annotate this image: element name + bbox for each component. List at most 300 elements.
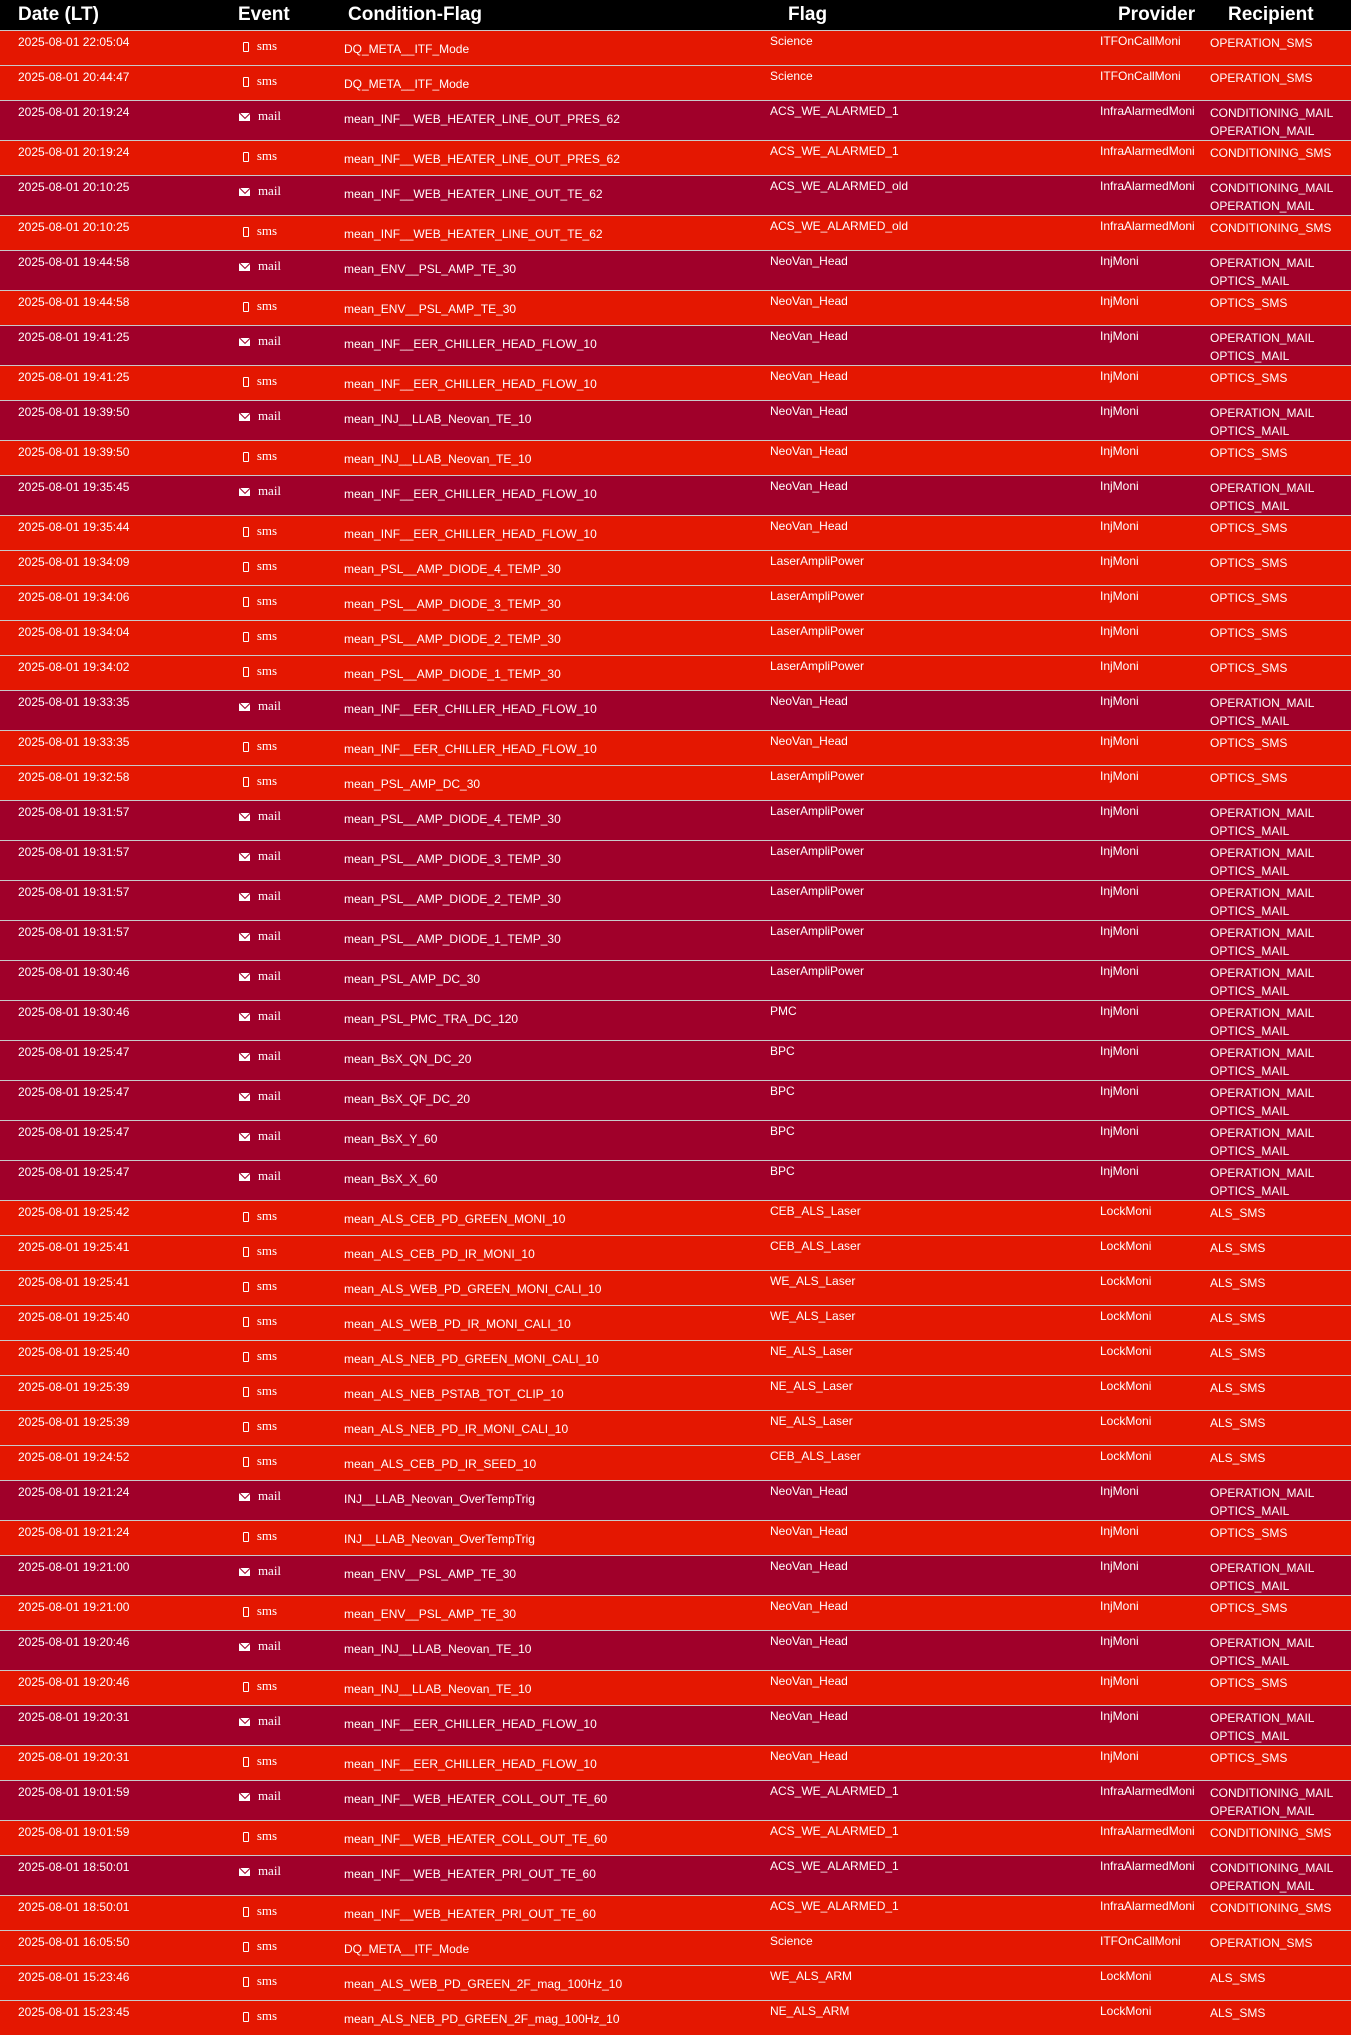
date-cell: 2025-08-01 16:05:50 <box>18 1934 130 1949</box>
recipient-entry: OPTICS_MAIL <box>1210 348 1290 363</box>
table-row[interactable] <box>0 1930 1351 1965</box>
column-header-condition-flag[interactable]: Condition-Flag <box>348 3 483 25</box>
event-label: mail <box>257 847 282 863</box>
envelope-icon <box>239 413 250 421</box>
recipient-cell <box>1210 880 1351 920</box>
date-cell: 2025-08-01 19:31:57 <box>18 804 130 819</box>
provider-cell: InjMoni <box>1100 1633 1139 1648</box>
event-cell <box>220 515 330 550</box>
event-badge <box>220 1638 300 1654</box>
recipient-entry: CONDITIONING_MAIL <box>1210 1860 1334 1875</box>
event-label: sms <box>256 1207 278 1223</box>
date-cell: 2025-08-01 19:25:47 <box>18 1164 130 1179</box>
table-row[interactable] <box>0 1305 1351 1340</box>
recipient-cell <box>1210 325 1351 365</box>
event-badge <box>220 663 300 679</box>
date-cell: 2025-08-01 19:41:25 <box>18 369 130 384</box>
recipient-cell <box>1210 1200 1351 1235</box>
provider-cell: InjMoni <box>1100 553 1139 568</box>
event-cell <box>220 1780 330 1820</box>
table-row[interactable] <box>0 1080 1351 1120</box>
event-badge <box>220 1903 300 1919</box>
provider-cell: InjMoni <box>1100 1083 1139 1098</box>
date-cell: 2025-08-01 19:34:04 <box>18 624 130 639</box>
date-cell: 2025-08-01 20:19:24 <box>18 144 130 159</box>
phone-icon <box>243 227 249 237</box>
envelope-icon <box>239 933 250 941</box>
event-cell <box>220 1200 330 1235</box>
recipient-cell <box>1210 1270 1351 1305</box>
recipient-cell <box>1210 550 1351 585</box>
provider-cell: InjMoni <box>1100 1043 1139 1058</box>
event-badge <box>220 408 300 424</box>
condition-flag-cell: mean_INF__WEB_HEATER_COLL_OUT_TE_60 <box>344 1831 608 1846</box>
column-header-flag[interactable]: Flag <box>788 3 828 25</box>
event-badge <box>220 1088 300 1104</box>
table-row[interactable] <box>0 100 1351 140</box>
date-cell: 2025-08-01 19:31:57 <box>18 924 130 939</box>
recipient-entry: OPTICS_MAIL <box>1210 423 1290 438</box>
condition-flag-cell: mean_ALS_CEB_PD_IR_SEED_10 <box>344 1456 537 1471</box>
event-label: mail <box>257 1487 282 1503</box>
condition-flag-cell: mean_INF__WEB_HEATER_LINE_OUT_PRES_62 <box>344 151 620 166</box>
event-badge <box>220 148 300 164</box>
event-cell <box>220 365 330 400</box>
event-label: mail <box>257 807 282 823</box>
event-label: mail <box>257 967 282 983</box>
recipient-entry: OPTICS_MAIL <box>1210 713 1290 728</box>
table-row[interactable] <box>0 550 1351 585</box>
table-row[interactable] <box>0 1270 1351 1305</box>
envelope-icon <box>239 1793 250 1801</box>
flag-cell: LaserAmpliPower <box>770 843 865 858</box>
provider-cell: InjMoni <box>1100 1123 1139 1138</box>
flag-cell: BPC <box>770 1163 795 1178</box>
event-cell <box>220 325 330 365</box>
provider-cell: InfraAlarmedMoni <box>1100 143 1195 158</box>
date-cell: 2025-08-01 18:50:01 <box>18 1899 130 1914</box>
phone-icon <box>243 632 249 642</box>
recipient-entry: OPTICS_SMS <box>1210 445 1288 460</box>
table-row[interactable] <box>0 840 1351 880</box>
event-label: sms <box>256 2007 278 2023</box>
event-badge <box>220 2008 300 2024</box>
event-cell <box>220 1235 330 1270</box>
flag-cell: LaserAmpliPower <box>770 553 865 568</box>
recipient-entry: CONDITIONING_SMS <box>1210 145 1332 160</box>
recipient-cell <box>1210 140 1351 175</box>
provider-cell: InfraAlarmedMoni <box>1100 218 1195 233</box>
column-header-date[interactable]: Date (LT) <box>18 3 99 25</box>
event-label: sms <box>256 1677 278 1693</box>
event-badge <box>220 483 300 499</box>
envelope-icon <box>239 113 250 121</box>
flag-cell: NeoVan_Head <box>770 1748 848 1763</box>
provider-cell: InjMoni <box>1100 803 1139 818</box>
condition-flag-cell: mean_PSL__AMP_DIODE_3_TEMP_30 <box>344 851 561 866</box>
condition-flag-cell: mean_ALS_CEB_PD_IR_MONI_10 <box>344 1246 535 1261</box>
table-row[interactable] <box>0 400 1351 440</box>
table-row[interactable] <box>0 1705 1351 1745</box>
date-cell: 2025-08-01 19:25:47 <box>18 1084 130 1099</box>
table-row[interactable] <box>0 1160 1351 1200</box>
recipient-cell <box>1210 765 1351 800</box>
recipient-cell <box>1210 2000 1351 2035</box>
date-cell: 2025-08-01 19:25:47 <box>18 1124 130 1139</box>
table-row[interactable] <box>0 765 1351 800</box>
recipient-entry: OPERATION_MAIL <box>1210 1045 1315 1060</box>
provider-cell: InjMoni <box>1100 1483 1139 1498</box>
provider-cell: InfraAlarmedMoni <box>1100 1823 1195 1838</box>
event-cell <box>220 1705 330 1745</box>
provider-cell: InjMoni <box>1100 1748 1139 1763</box>
provider-cell: InfraAlarmedMoni <box>1100 1898 1195 1913</box>
event-cell <box>220 2000 330 2035</box>
event-badge <box>220 108 300 124</box>
recipient-cell <box>1210 250 1351 290</box>
table-row[interactable] <box>0 1200 1351 1235</box>
table-row[interactable] <box>0 140 1351 175</box>
event-badge <box>220 1713 300 1729</box>
table-row[interactable] <box>0 690 1351 730</box>
recipient-cell <box>1210 655 1351 690</box>
flag-cell: LaserAmpliPower <box>770 588 865 603</box>
event-badge <box>220 1603 300 1619</box>
recipient-entry: CONDITIONING_SMS <box>1210 1900 1332 1915</box>
recipient-cell <box>1210 1930 1351 1965</box>
table-row[interactable] <box>0 2000 1351 2035</box>
condition-flag-cell: mean_INF__EER_CHILLER_HEAD_FLOW_10 <box>344 1756 597 1771</box>
provider-cell: InjMoni <box>1100 588 1139 603</box>
date-cell: 2025-08-01 19:33:35 <box>18 734 130 749</box>
provider-cell: InfraAlarmedMoni <box>1100 1783 1195 1798</box>
event-cell <box>220 1520 330 1555</box>
recipient-cell <box>1210 30 1351 65</box>
table-row[interactable] <box>0 325 1351 365</box>
table-row[interactable] <box>0 1000 1351 1040</box>
event-cell <box>220 840 330 880</box>
envelope-icon <box>239 1718 250 1726</box>
date-cell: 2025-08-01 19:20:31 <box>18 1709 130 1724</box>
event-label: sms <box>256 147 278 163</box>
recipient-cell <box>1210 440 1351 475</box>
condition-flag-cell: DQ_META__ITF_Mode <box>344 41 470 56</box>
date-cell: 2025-08-01 19:30:46 <box>18 964 130 979</box>
recipient-cell <box>1210 960 1351 1000</box>
event-badge <box>220 773 300 789</box>
event-badge <box>220 1678 300 1694</box>
provider-cell: InjMoni <box>1100 1598 1139 1613</box>
provider-cell: InjMoni <box>1100 1523 1139 1538</box>
recipient-entry: OPTICS_MAIL <box>1210 1183 1290 1198</box>
event-cell <box>220 1375 330 1410</box>
provider-cell: InjMoni <box>1100 623 1139 638</box>
table-row[interactable] <box>0 1745 1351 1780</box>
event-label: mail <box>257 107 282 123</box>
table-row[interactable] <box>0 475 1351 515</box>
recipient-entry: OPTICS_MAIL <box>1210 1578 1290 1593</box>
date-cell: 2025-08-01 18:50:01 <box>18 1859 130 1874</box>
envelope-icon <box>239 1093 250 1101</box>
table-row[interactable] <box>0 730 1351 765</box>
recipient-entry: ALS_SMS <box>1210 1240 1266 1255</box>
table-row[interactable] <box>0 1445 1351 1480</box>
phone-icon <box>243 1282 249 1292</box>
recipient-entry: OPTICS_SMS <box>1210 295 1288 310</box>
condition-flag-cell: mean_INJ__LLAB_Neovan_TE_10 <box>344 451 532 466</box>
flag-cell: NeoVan_Head <box>770 403 848 418</box>
column-header-provider[interactable]: Provider <box>1118 3 1196 25</box>
envelope-icon <box>239 263 250 271</box>
condition-flag-cell: mean_PSL__AMP_DIODE_3_TEMP_30 <box>344 596 561 611</box>
event-badge <box>220 1048 300 1064</box>
table-row[interactable] <box>0 1375 1351 1410</box>
event-badge <box>220 593 300 609</box>
table-row[interactable] <box>0 365 1351 400</box>
event-badge <box>220 698 300 714</box>
event-cell <box>220 475 330 515</box>
recipient-entry: OPERATION_MAIL <box>1210 805 1315 820</box>
table-row[interactable] <box>0 880 1351 920</box>
date-cell: 2025-08-01 19:39:50 <box>18 404 130 419</box>
event-label: mail <box>257 332 282 348</box>
provider-cell: InjMoni <box>1100 1003 1139 1018</box>
table-row[interactable] <box>0 250 1351 290</box>
table-row[interactable] <box>0 175 1351 215</box>
table-row[interactable] <box>0 1595 1351 1630</box>
table-row[interactable] <box>0 215 1351 250</box>
event-badge <box>220 1488 300 1504</box>
recipient-entry: OPERATION_SMS <box>1210 1935 1313 1950</box>
phone-icon <box>243 1977 249 1987</box>
date-cell: 2025-08-01 19:20:46 <box>18 1674 130 1689</box>
event-label: mail <box>257 1562 282 1578</box>
event-label: mail <box>257 927 282 943</box>
table-row[interactable] <box>0 1895 1351 1930</box>
condition-flag-cell: DQ_META__ITF_Mode <box>344 76 470 91</box>
event-cell <box>220 1120 330 1160</box>
table-row[interactable] <box>0 800 1351 840</box>
event-cell <box>220 765 330 800</box>
table-row[interactable] <box>0 65 1351 100</box>
flag-cell: LaserAmpliPower <box>770 883 865 898</box>
flag-cell: ACS_WE_ALARMED_1 <box>770 143 899 158</box>
condition-flag-cell: mean_ALS_NEB_PD_GREEN_2F_mag_100Hz_10 <box>344 2011 620 2026</box>
recipient-entry: CONDITIONING_MAIL <box>1210 1785 1334 1800</box>
condition-flag-cell: mean_PSL_AMP_DC_30 <box>344 776 481 791</box>
date-cell: 2025-08-01 19:44:58 <box>18 294 130 309</box>
table-header <box>0 0 1351 30</box>
event-cell <box>220 1340 330 1375</box>
table-row[interactable] <box>0 30 1351 65</box>
event-label: mail <box>257 1637 282 1653</box>
event-cell <box>220 1080 330 1120</box>
date-cell: 2025-08-01 19:33:35 <box>18 694 130 709</box>
condition-flag-cell: mean_BsX_QN_DC_20 <box>344 1051 472 1066</box>
date-cell: 2025-08-01 20:10:25 <box>18 179 130 194</box>
condition-flag-cell: mean_INF__WEB_HEATER_PRI_OUT_TE_60 <box>344 1866 596 1881</box>
condition-flag-cell: mean_BsX_Y_60 <box>344 1131 438 1146</box>
column-header-recipient[interactable]: Recipient <box>1228 3 1314 25</box>
table-row[interactable] <box>0 920 1351 960</box>
event-label: sms <box>256 1972 278 1988</box>
event-cell <box>220 655 330 690</box>
envelope-icon <box>239 893 250 901</box>
table-row[interactable] <box>0 1235 1351 1270</box>
table-row[interactable] <box>0 1480 1351 1520</box>
event-label: mail <box>257 1047 282 1063</box>
recipient-entry: OPERATION_MAIL <box>1210 885 1315 900</box>
condition-flag-cell: mean_INF__WEB_HEATER_LINE_OUT_PRES_62 <box>344 111 620 126</box>
phone-icon <box>243 1757 249 1767</box>
date-cell: 2025-08-01 19:01:59 <box>18 1824 130 1839</box>
table-row[interactable] <box>0 1555 1351 1595</box>
table-row[interactable] <box>0 585 1351 620</box>
table-row[interactable] <box>0 440 1351 475</box>
table-row[interactable] <box>0 1520 1351 1555</box>
date-cell: 2025-08-01 19:25:41 <box>18 1274 130 1289</box>
flag-cell: ACS_WE_ALARMED_1 <box>770 1823 899 1838</box>
flag-cell: NeoVan_Head <box>770 733 848 748</box>
event-label: sms <box>256 1452 278 1468</box>
event-badge <box>220 333 300 349</box>
recipient-cell <box>1210 1445 1351 1480</box>
event-label: sms <box>256 1602 278 1618</box>
event-label: sms <box>256 1312 278 1328</box>
envelope-icon <box>239 1568 250 1576</box>
recipient-entry: OPTICS_MAIL <box>1210 983 1290 998</box>
event-badge <box>220 523 300 539</box>
phone-icon <box>243 77 249 87</box>
column-header-event[interactable]: Event <box>238 3 290 25</box>
recipient-entry: OPERATION_MAIL <box>1210 925 1315 940</box>
recipient-entry: OPTICS_SMS <box>1210 1750 1288 1765</box>
flag-cell: NeoVan_Head <box>770 1673 848 1688</box>
date-cell: 2025-08-01 19:25:42 <box>18 1204 130 1219</box>
recipient-cell <box>1210 1855 1351 1895</box>
flag-cell: LaserAmpliPower <box>770 963 865 978</box>
event-label: sms <box>256 447 278 463</box>
table-row[interactable] <box>0 1630 1351 1670</box>
event-label: sms <box>256 737 278 753</box>
envelope-icon <box>239 338 250 346</box>
event-cell <box>220 215 330 250</box>
condition-flag-cell: mean_BsX_X_60 <box>344 1171 438 1186</box>
event-cell <box>220 960 330 1000</box>
envelope-icon <box>239 1053 250 1061</box>
flag-cell: LaserAmpliPower <box>770 923 865 938</box>
flag-cell: NeoVan_Head <box>770 443 848 458</box>
event-badge <box>220 1753 300 1769</box>
recipient-cell <box>1210 840 1351 880</box>
recipient-entry: CONDITIONING_MAIL <box>1210 105 1334 120</box>
event-cell <box>220 1000 330 1040</box>
table-row[interactable] <box>0 1040 1351 1080</box>
condition-flag-cell: mean_PSL__AMP_DIODE_2_TEMP_30 <box>344 631 561 646</box>
condition-flag-cell: mean_INJ__LLAB_Neovan_TE_10 <box>344 411 532 426</box>
event-label: mail <box>257 1787 282 1803</box>
condition-flag-cell: mean_INF__WEB_HEATER_LINE_OUT_TE_62 <box>344 226 603 241</box>
table-row[interactable] <box>0 1965 1351 2000</box>
flag-cell: NeoVan_Head <box>770 518 848 533</box>
phone-icon <box>243 1532 249 1542</box>
flag-cell: NeoVan_Head <box>770 1523 848 1538</box>
recipient-entry: OPERATION_MAIL <box>1210 845 1315 860</box>
recipient-cell <box>1210 1305 1351 1340</box>
table-row[interactable] <box>0 1855 1351 1895</box>
date-cell: 2025-08-01 19:31:57 <box>18 844 130 859</box>
condition-flag-cell: mean_INF__WEB_HEATER_LINE_OUT_TE_62 <box>344 186 603 201</box>
event-cell <box>220 250 330 290</box>
event-badge <box>220 558 300 574</box>
table-row[interactable] <box>0 1820 1351 1855</box>
table-row[interactable] <box>0 1670 1351 1705</box>
recipient-entry: OPERATION_MAIL <box>1210 1710 1315 1725</box>
recipient-entry: OPERATION_SMS <box>1210 70 1313 85</box>
flag-cell: CEB_ALS_Laser <box>770 1203 861 1218</box>
date-cell: 2025-08-01 20:44:47 <box>18 69 130 84</box>
table-row[interactable] <box>0 1120 1351 1160</box>
flag-cell: CEB_ALS_Laser <box>770 1448 861 1463</box>
event-badge <box>220 223 300 239</box>
recipient-entry: CONDITIONING_MAIL <box>1210 180 1334 195</box>
recipient-cell <box>1210 1780 1351 1820</box>
table-row[interactable] <box>0 1340 1351 1375</box>
phone-icon <box>243 1682 249 1692</box>
recipient-entry: OPTICS_MAIL <box>1210 498 1290 513</box>
envelope-icon <box>239 703 250 711</box>
phone-icon <box>243 1317 249 1327</box>
phone-icon <box>243 1942 249 1952</box>
flag-cell: NE_ALS_Laser <box>770 1343 853 1358</box>
table-row[interactable] <box>0 515 1351 550</box>
condition-flag-cell: mean_PSL__AMP_DIODE_4_TEMP_30 <box>344 811 561 826</box>
table-row[interactable] <box>0 620 1351 655</box>
recipient-cell <box>1210 1480 1351 1520</box>
event-cell <box>220 1820 330 1855</box>
phone-icon <box>243 1422 249 1432</box>
date-cell: 2025-08-01 19:25:39 <box>18 1379 130 1394</box>
recipient-entry: ALS_SMS <box>1210 1970 1266 1985</box>
recipient-entry: OPERATION_MAIL <box>1210 1005 1315 1020</box>
table-row[interactable] <box>0 655 1351 690</box>
table-row[interactable] <box>0 1780 1351 1820</box>
provider-cell: InfraAlarmedMoni <box>1100 1858 1195 1873</box>
table-row[interactable] <box>0 290 1351 325</box>
table-row[interactable] <box>0 1410 1351 1445</box>
recipient-entry: OPERATION_MAIL <box>1210 480 1315 495</box>
date-cell: 2025-08-01 19:21:24 <box>18 1484 130 1499</box>
recipient-cell <box>1210 1965 1351 2000</box>
date-cell: 2025-08-01 19:44:58 <box>18 254 130 269</box>
event-cell <box>220 1160 330 1200</box>
event-label: sms <box>256 37 278 53</box>
recipient-entry: OPTICS_SMS <box>1210 1675 1288 1690</box>
recipient-cell <box>1210 175 1351 215</box>
recipient-entry: OPTICS_SMS <box>1210 1525 1288 1540</box>
table-row[interactable] <box>0 960 1351 1000</box>
event-label: sms <box>256 1277 278 1293</box>
recipient-cell <box>1210 1375 1351 1410</box>
recipient-entry: OPERATION_MAIL <box>1210 123 1315 138</box>
phone-icon <box>243 452 249 462</box>
provider-cell: LockMoni <box>1100 1343 1152 1358</box>
condition-flag-cell: mean_INF__WEB_HEATER_PRI_OUT_TE_60 <box>344 1906 596 1921</box>
event-label: mail <box>257 697 282 713</box>
provider-cell: LockMoni <box>1100 1378 1152 1393</box>
event-badge <box>220 1863 300 1879</box>
event-cell <box>220 1670 330 1705</box>
